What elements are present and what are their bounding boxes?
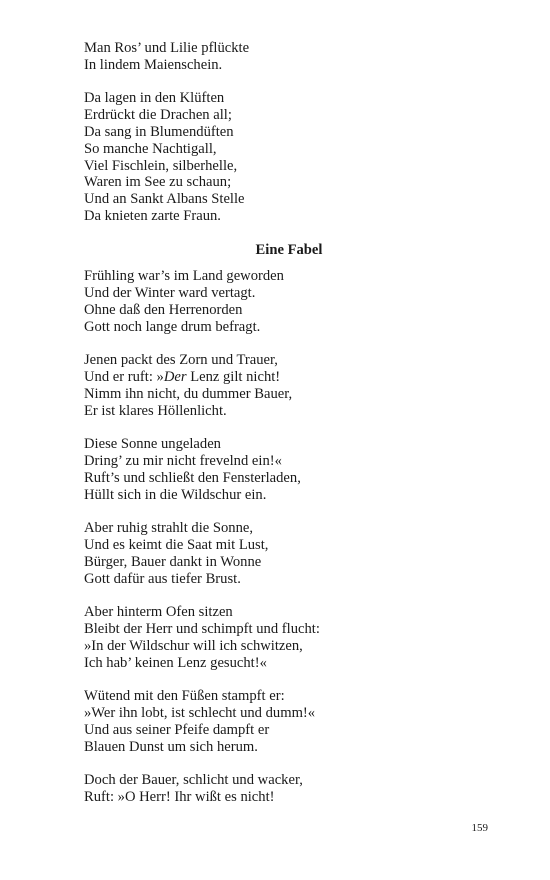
verse-line: Ich hab’ keinen Lenz gesucht!«: [84, 654, 267, 671]
preceding-poem-end: [84, 40, 484, 225]
verse-line: Waren im See zu schaun;: [84, 174, 232, 191]
stanza: [84, 268, 484, 335]
verse-line: Nimm ihn nicht, du dummer Bauer,: [84, 385, 293, 402]
verse-line: Gott dafür aus tiefer Brust.: [84, 570, 241, 587]
verse-line: Aber ruhig strahlt die Sonne,: [84, 520, 254, 537]
verse-line-emphasis: Der: [163, 369, 187, 386]
verse-line: Er ist klares Höllenlicht.: [84, 402, 227, 419]
verse-line: Man Ros’ und Lilie pflückte: [84, 40, 250, 56]
stanza: [84, 604, 484, 671]
verse-line: Ohne daß den Herrenorden: [84, 301, 243, 318]
verse-line: Bleibt der Herr und schimpft und flucht:: [84, 621, 320, 638]
stanza: [84, 40, 484, 74]
verse-line: »In der Wildschur will ich schwitzen,: [84, 637, 303, 654]
verse-line: So manche Nachtigall,: [84, 140, 217, 157]
verse-line: Diese Sonne ungeladen: [84, 436, 221, 453]
verse-line: Aber hinterm Ofen sitzen: [84, 604, 233, 621]
verse-line: Wütend mit den Füßen stampft er:: [84, 688, 285, 705]
verse-line: Ruft: »O Herr! Ihr wißt es nicht!: [84, 789, 275, 806]
verse-line: Erdrückt die Drachen all;: [84, 107, 232, 124]
poem-text-block: [84, 40, 484, 823]
verse-line: Ruft’s und schließt den Fensterladen,: [84, 469, 301, 486]
verse-line: Gott noch lange drum befragt.: [84, 318, 261, 335]
stanza: [84, 772, 484, 806]
stanza: [84, 688, 484, 755]
poem-title: Eine Fabel: [255, 241, 323, 258]
verse-line: Und an Sankt Albans Stelle: [84, 191, 245, 208]
verse-line: Doch der Bauer, schlicht und wacker,: [84, 772, 303, 789]
verse-line: Und aus seiner Pfeife dampft er: [84, 721, 270, 738]
verse-line: Und es keimt die Saat mit Lust,: [84, 537, 269, 554]
verse-line: Jenen packt des Zorn und Trauer,: [84, 352, 278, 369]
stanza: [84, 436, 484, 503]
poem-body: [84, 268, 484, 806]
verse-line: [84, 369, 484, 386]
verse-line: Bürger, Bauer dankt in Wonne: [84, 553, 262, 570]
verse-line-segment: Lenz gilt nicht!: [186, 369, 281, 386]
verse-line: Dring’ zu mir nicht frevelnd ein!«: [84, 453, 282, 470]
page-number: 159: [471, 822, 488, 834]
stanza: [84, 520, 484, 587]
verse-line: »Wer ihn lobt, ist schlecht und dumm!«: [84, 705, 316, 722]
stanza: [84, 352, 484, 419]
verse-line: Und der Winter ward vertagt.: [84, 285, 256, 302]
verse-line: Da sang in Blumendüften: [84, 123, 234, 140]
verse-line: In lindem Maienschein.: [84, 56, 223, 73]
stanza: [84, 90, 484, 224]
verse-line: Blauen Dunst um sich herum.: [84, 738, 258, 755]
verse-line-segment: Und er ruft: »: [84, 369, 164, 386]
verse-line: Viel Fischlein, silberhelle,: [84, 157, 238, 174]
verse-line: Frühling war’s im Land geworden: [84, 268, 284, 285]
verse-line: Da knieten zarte Fraun.: [84, 207, 221, 224]
verse-line: Da lagen in den Klüften: [84, 90, 225, 107]
verse-line: Hüllt sich in die Wildschur ein.: [84, 486, 267, 503]
